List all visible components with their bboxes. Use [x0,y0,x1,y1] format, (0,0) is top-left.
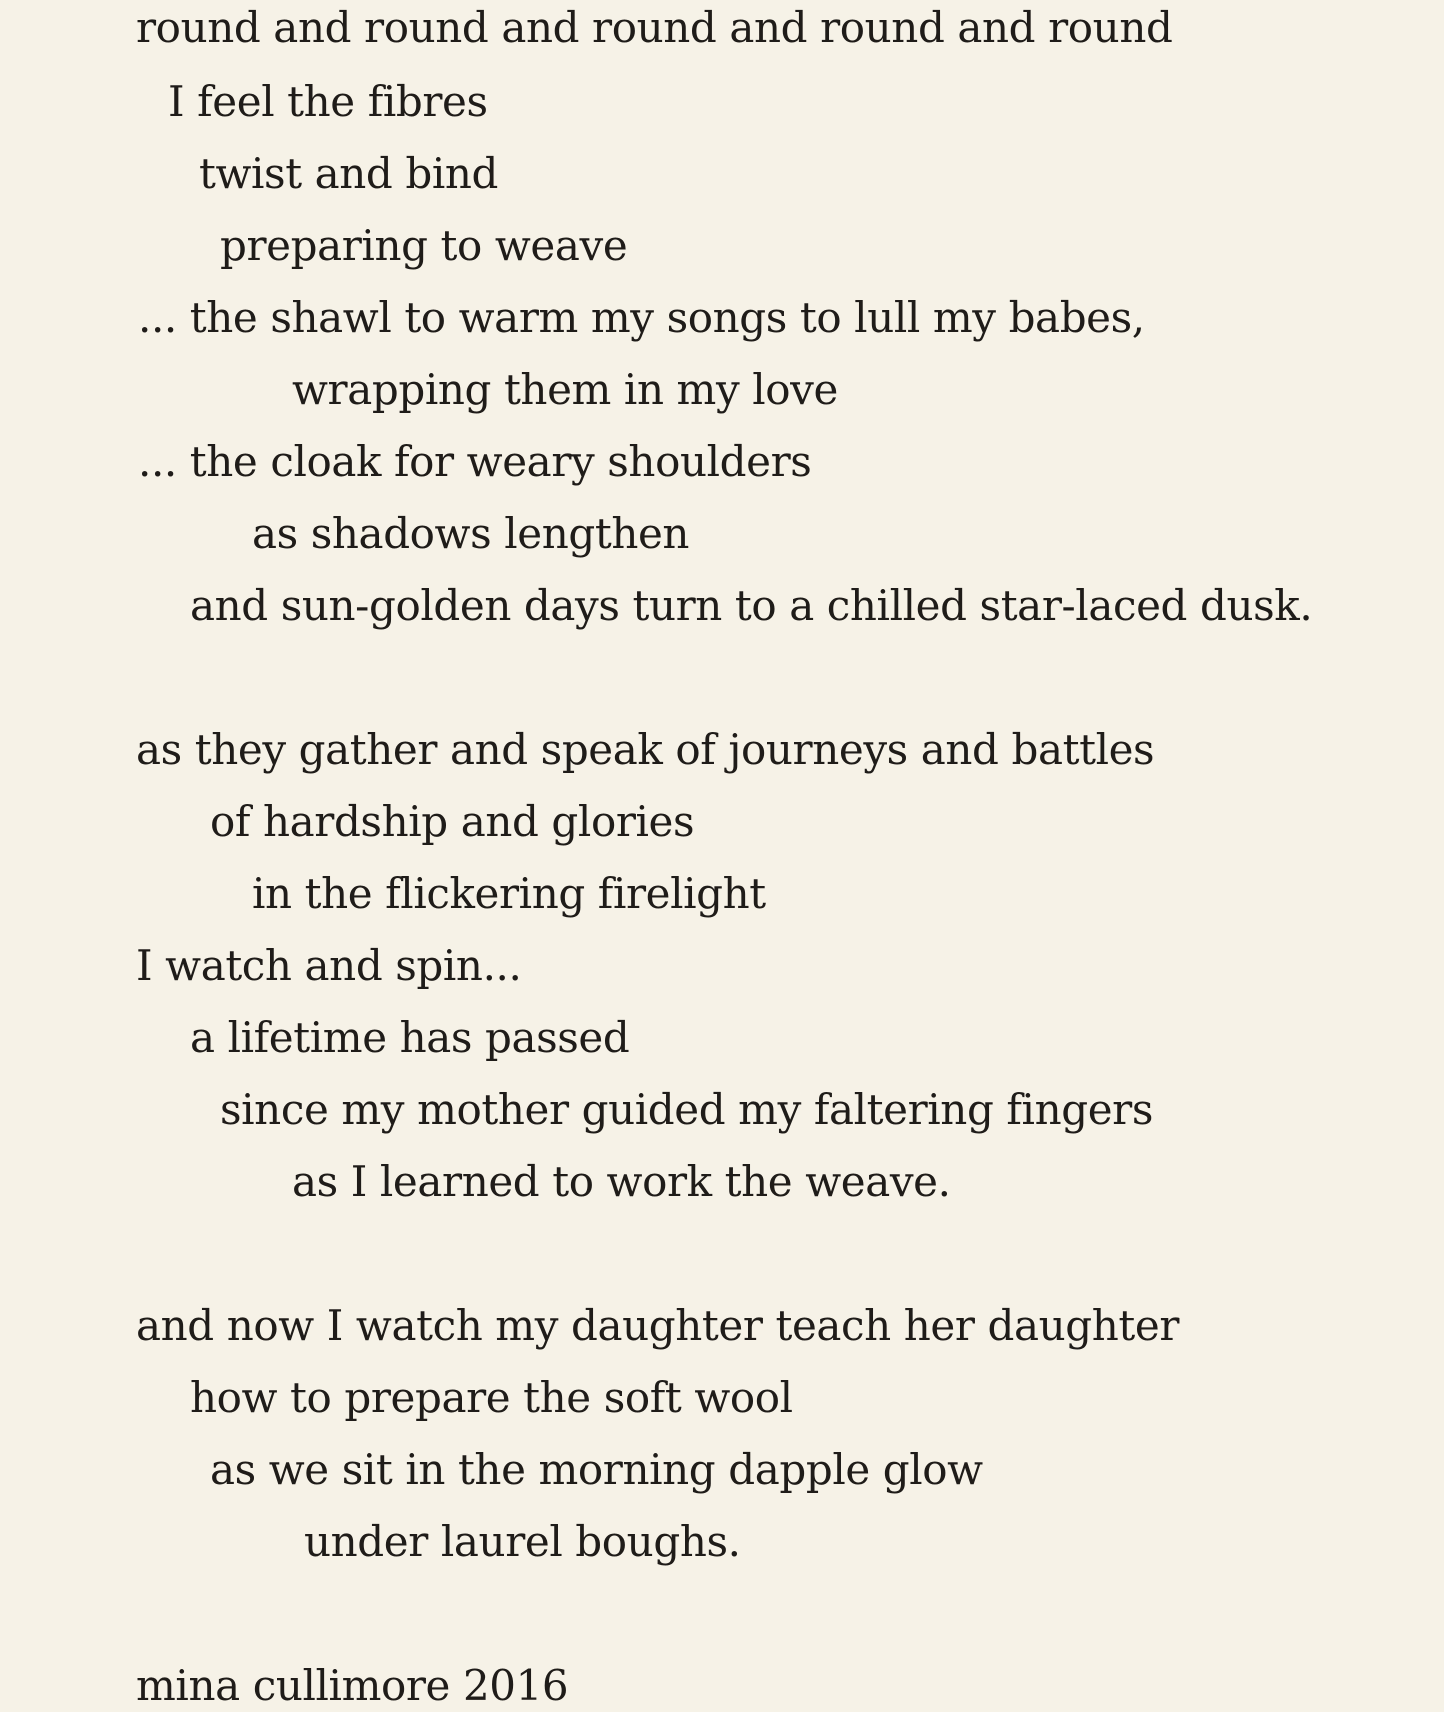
poem-line: wrapping them in my love [292,365,838,414]
author-signature: mina cullimore 2016 [136,1661,569,1710]
poem-line: I watch and spin... [136,941,522,990]
poem-line: round and round and round and round and round [136,3,1173,52]
poem-line: since my mother guided my faltering fingers [220,1085,1153,1134]
poem-line: as they gather and speak of journeys and battles [136,725,1155,774]
poem-line: ... the cloak for weary shoulders [138,437,812,486]
poem-line: and now I watch my daughter teach her daughter [136,1301,1180,1350]
poem-line: and sun-golden days turn to a chilled star-laced dusk. [190,581,1313,630]
poem-line: twist and bind [199,149,499,198]
poem-line: as shadows lengthen [252,509,690,558]
poem-line: a lifetime has passed [190,1013,630,1062]
poem-line: as I learned to work the weave. [292,1157,951,1206]
poem-line: of hardship and glories [210,797,695,846]
poem-line: ... the shawl to warm my songs to lull my babes, [138,293,1145,342]
poem-line: in the flickering firelight [252,869,766,918]
poem-line: how to prepare the soft wool [190,1373,793,1422]
poem-line: under laurel boughs. [304,1517,741,1566]
poem-line: as we sit in the morning dapple glow [210,1445,983,1494]
poem-line: I feel the fibres [168,77,488,126]
poem-line: preparing to weave [220,221,628,270]
